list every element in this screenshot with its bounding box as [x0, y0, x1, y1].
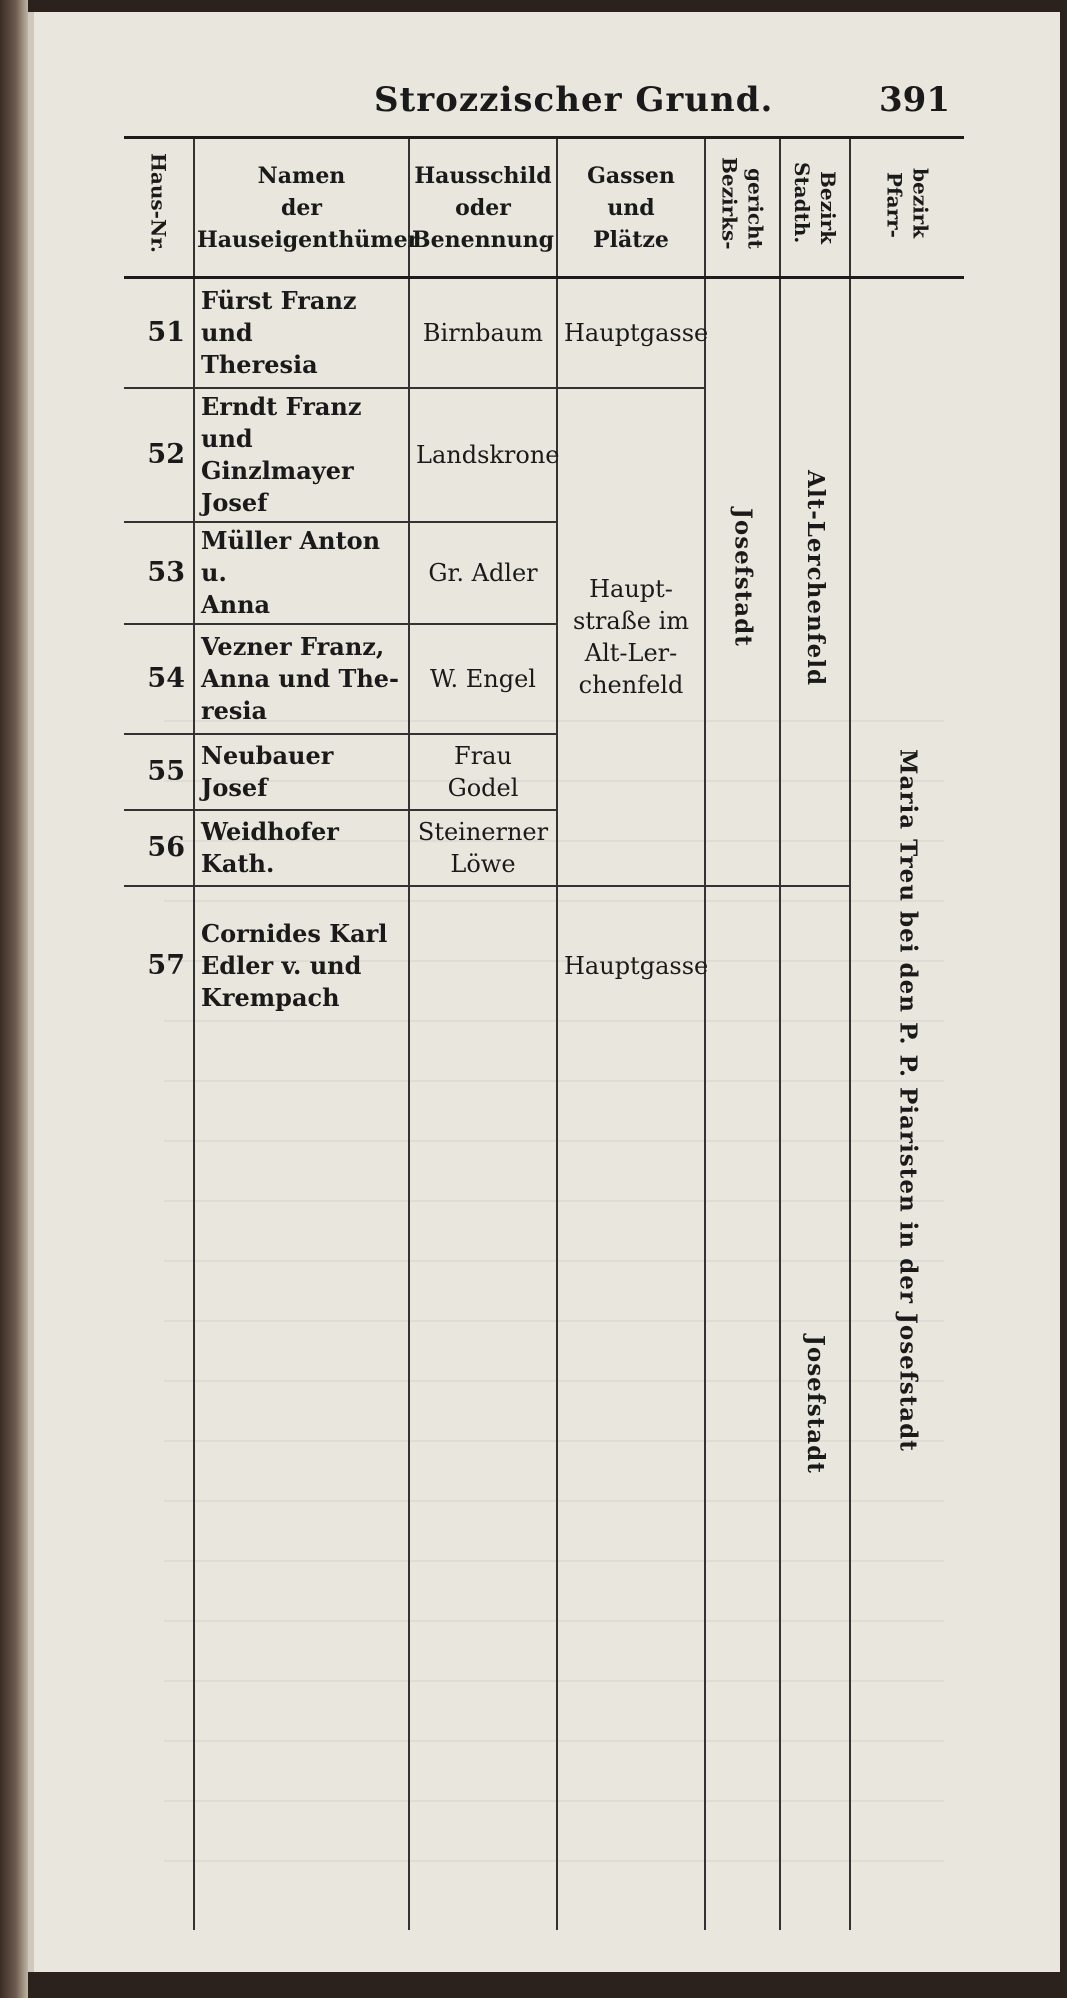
house-sign: Landskrone — [409, 388, 557, 522]
house-number: 55 — [124, 734, 194, 810]
page-number: 391 — [879, 80, 950, 120]
owner-name: Vezner Franz, Anna und The- resia — [194, 624, 409, 734]
house-number: 52 — [124, 388, 194, 522]
col-header-sign: Hausschild oder Benennung — [409, 138, 557, 278]
house-sign: Frau Godel — [409, 734, 557, 810]
house-number: 57 — [124, 886, 194, 1046]
col-header-name: Namen der Hauseigenthümer — [194, 138, 409, 278]
col-header-stadtbezirk: Stadth. Bezirk — [780, 138, 850, 278]
book-binding — [0, 0, 28, 1998]
street-cell: Hauptgasse — [557, 278, 705, 388]
running-title: Strozzischer Grund. — [374, 80, 774, 120]
house-sign: W. Engel — [409, 624, 557, 734]
col-header-bezirksgericht: Bezirks- gericht — [705, 138, 780, 278]
table-row — [124, 278, 964, 388]
owner-name: Neubauer Josef — [194, 734, 409, 810]
page-header — [34, 72, 1066, 132]
owner-name: Weidhofer Kath. — [194, 810, 409, 886]
owner-name: Fürst Franz und Theresia — [194, 278, 409, 388]
col-header-gasse: Gassen und Plätze — [557, 138, 705, 278]
col-header-nr: Haus-Nr. — [124, 138, 194, 278]
house-number: 51 — [147, 316, 185, 348]
table-row — [124, 886, 964, 1046]
table-header-row — [124, 138, 964, 278]
house-number: 56 — [124, 810, 194, 886]
owner-name: Cornides Karl Edler v. und Krempach — [194, 886, 409, 1046]
street-cell: Hauptgasse — [557, 886, 705, 1046]
stadtbezirk-lower: Josefstadt — [780, 886, 850, 1930]
house-number: 54 — [124, 624, 194, 734]
register-page — [28, 12, 1060, 1972]
bezirksgericht-upper: Josefstadt — [705, 278, 780, 886]
owner-name: Müller Anton u. Anna — [194, 522, 409, 624]
col-header-pfarrbezirk: Pfarr- bezirk — [850, 138, 964, 278]
street-cell: Haupt- straße im Alt-Ler- chenfeld — [557, 388, 705, 886]
owner-name: Erndt Franz und Ginzlmayer Josef — [194, 388, 409, 522]
stadtbezirk-upper: Alt-Lerchenfeld — [780, 278, 850, 886]
house-number: 53 — [124, 522, 194, 624]
pfarrbezirk-cell: Maria Treu bei den P. P. Piaristen in der Josefstadt — [850, 278, 964, 1930]
house-register-table — [124, 136, 964, 1930]
house-sign: Gr. Adler — [409, 522, 557, 624]
house-sign: Steinerner Löwe — [409, 810, 557, 886]
house-sign: Birnbaum — [409, 278, 557, 388]
house-sign — [409, 886, 557, 1046]
bezirksgericht-lower — [705, 886, 780, 1930]
